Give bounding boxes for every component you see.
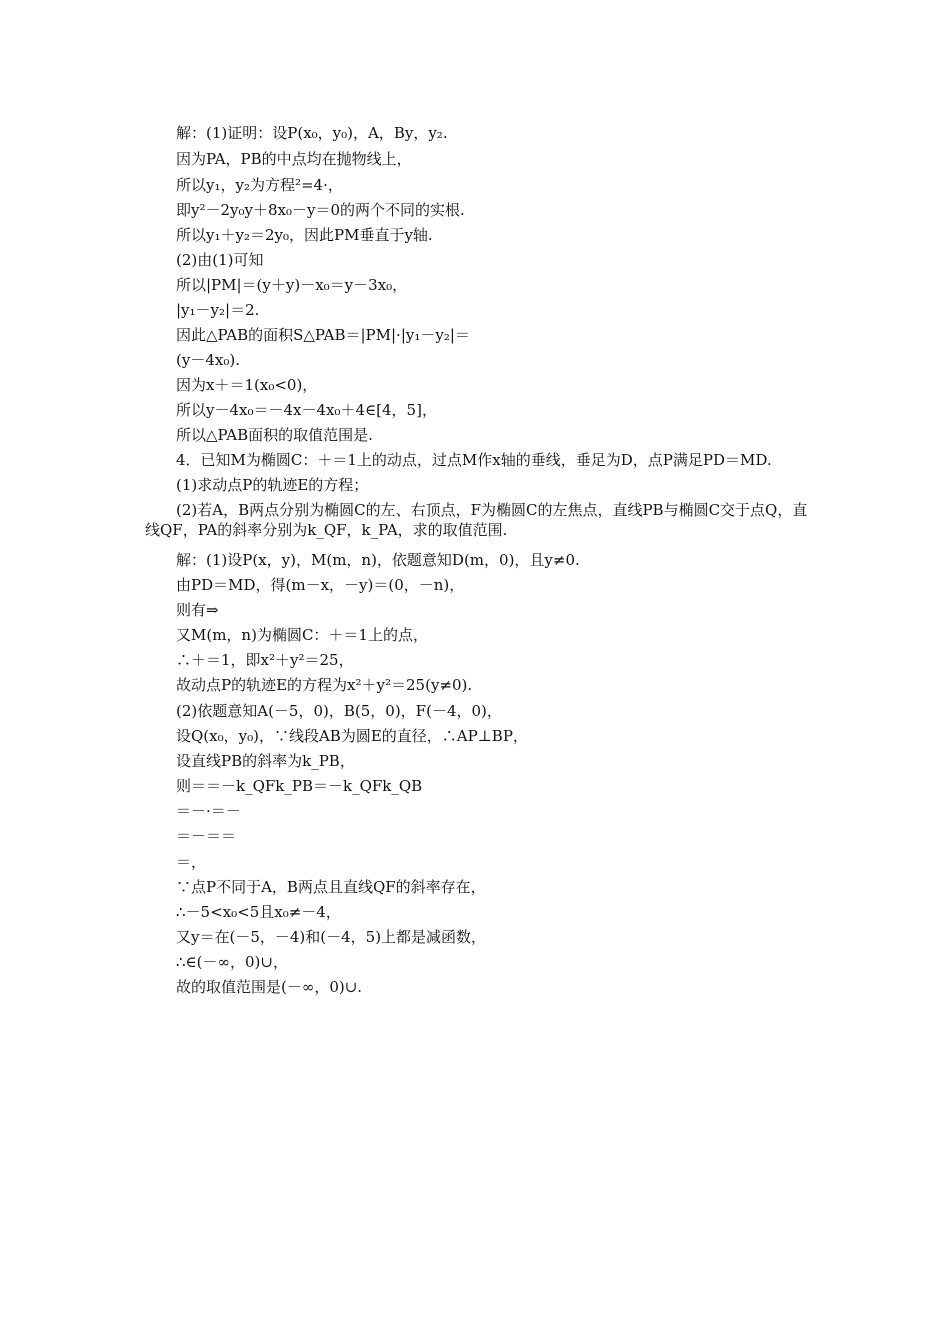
text-line: ∴＋＝1，即x²＋y²＝25， (176, 651, 354, 669)
text-line: 因为x＋＝1(x₀<0)， (176, 376, 318, 394)
text-line: 故的取值范围是(－∞，0)∪. (176, 978, 363, 996)
text-line: (2)依题意知A(－5，0)，B(5，0)，F(－4，0)， (176, 702, 502, 720)
text-line: 所以△PAB面积的取值范围是. (176, 426, 373, 444)
text-line: 由PD＝MD，得(m－x，－y)＝(0，－n)， (176, 576, 465, 594)
text-line: 则＝＝－k_QFk_PB＝－k_QFk_QB (176, 777, 423, 795)
text-line: 所以y₁，y₂为方程²=4·， (176, 176, 343, 194)
text-line: ＝－·＝－ (176, 802, 241, 820)
text-line: (y－4x₀). (176, 351, 240, 369)
text-line: 又y＝在(－5，－4)和(－4，5)上都是减函数， (176, 928, 487, 946)
text-line: 解：(1)设P(x，y)，M(m，n)，依题意知D(m，0)，且y≠0. (176, 551, 580, 569)
text-line: ∴－5<x₀<5且x₀≠－4， (176, 903, 341, 921)
problem-4-statement: 4．已知M为椭圆C：＋＝1上的动点，过点M作x轴的垂线，垂足为D，点P满足PD＝MD. (176, 451, 772, 469)
text-line: 又M(m，n)为椭圆C：＋＝1上的点， (176, 626, 428, 644)
text-line: |y₁－y₂|＝2. (176, 301, 260, 319)
text-line: 设Q(x₀，y₀)，∵线段AB为圆E的直径，∴AP⊥BP， (176, 727, 528, 745)
text-line: 所以y₁＋y₂＝2y₀，因此PM垂直于y轴. (176, 226, 433, 244)
text-line: 设直线PB的斜率为k_PB， (176, 752, 355, 770)
text-line: 故动点P的轨迹E的方程为x²＋y²＝25(y≠0). (176, 676, 473, 694)
text-line: ∴∈(－∞，0)∪， (176, 953, 288, 971)
text-line: 所以|PM|＝(y＋y)－x₀＝y－3x₀， (176, 276, 408, 294)
text-line: (2)由(1)可知 (176, 251, 264, 269)
text-line: 所以y－4x₀＝－4x－4x₀＋4∈[4，5]， (176, 401, 437, 419)
text-line: ∵点P不同于A，B两点且直线QF的斜率存在， (176, 878, 486, 896)
text-line: 解：(1)证明：设P(x₀，y₀)，A，By，y₂. (176, 124, 448, 142)
text-line: ＝－＝＝ (176, 827, 237, 845)
text-line: (1)求动点P的轨迹E的方程； (176, 476, 369, 494)
text-line: (2)若A，B两点分别为椭圆C的左、右顶点，F为椭圆C的左焦点，直线PB与椭圆C交于点Q，直线QF，PA的斜率分别为k_QF，k_PA，求的取值范围. (145, 501, 808, 539)
text-line: 则有⇒ (176, 601, 219, 619)
text-line: 即y²－2y₀y＋8x₀－y＝0的两个不同的实根. (176, 201, 465, 219)
text-line: 因为PA，PB的中点均在抛物线上， (176, 150, 412, 168)
text-line: ＝， (176, 853, 207, 871)
text-line: 因此△PAB的面积S△PAB＝|PM|·|y₁－y₂|＝ (176, 326, 470, 344)
